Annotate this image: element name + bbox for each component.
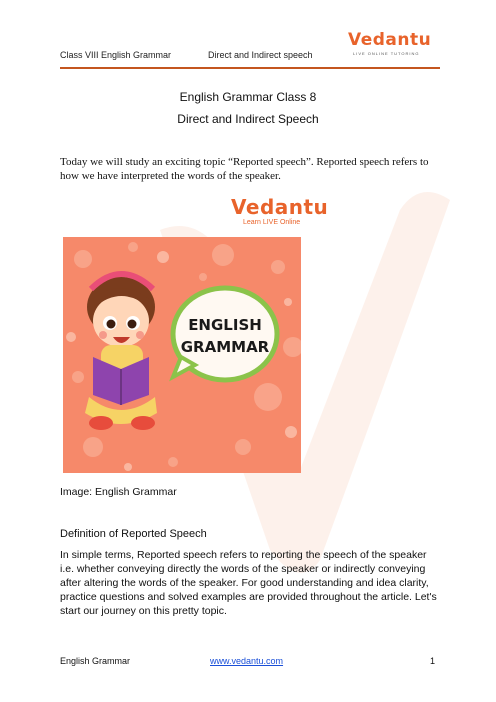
header-course: Class VIII English Grammar [60, 50, 172, 60]
header-divider [60, 67, 440, 69]
bubble-line-2: GRAMMAR [180, 338, 270, 356]
logo-tagline: LIVE ONLINE TUTORING [353, 51, 420, 56]
footer-website-link[interactable]: www.vedantu.com [210, 656, 284, 666]
image-logo-subtitle: Learn LIVE Online [243, 219, 301, 226]
footer-subject: English Grammar [60, 656, 131, 666]
definition-heading: Definition of Reported Speech [60, 528, 207, 540]
english-grammar-illustration [63, 237, 301, 473]
bubble-line-1: ENGLISH [188, 316, 262, 334]
page-title: English Grammar Class 8 [179, 90, 317, 104]
image-vedantu-logo: Vedantu [231, 195, 329, 219]
header-topic: Direct and Indirect speech [208, 50, 313, 60]
page-number: 1 [430, 656, 436, 666]
page-subtitle: Direct and Indirect Speech [177, 112, 319, 126]
definition-body: In simple terms, Reported speech refers to reporting the speech of the speaker i.e. whether conveying directly the words of the speaker or indirectly conveying after altering the words of the speaker. For good understanding and idea clarity, practice questions and solved examples are provided throughout the article. Let's start our journey on this pretty topic. [60, 549, 437, 617]
illustration-graphic [63, 237, 301, 473]
intro-paragraph: Today we will study an exciting topic “Reported speech”. Reported speech refers to how we have interpreted the words of the speaker. [60, 156, 429, 182]
image-caption: Image: English Grammar [60, 486, 177, 498]
vedantu-logo: Vedantu [348, 30, 432, 50]
